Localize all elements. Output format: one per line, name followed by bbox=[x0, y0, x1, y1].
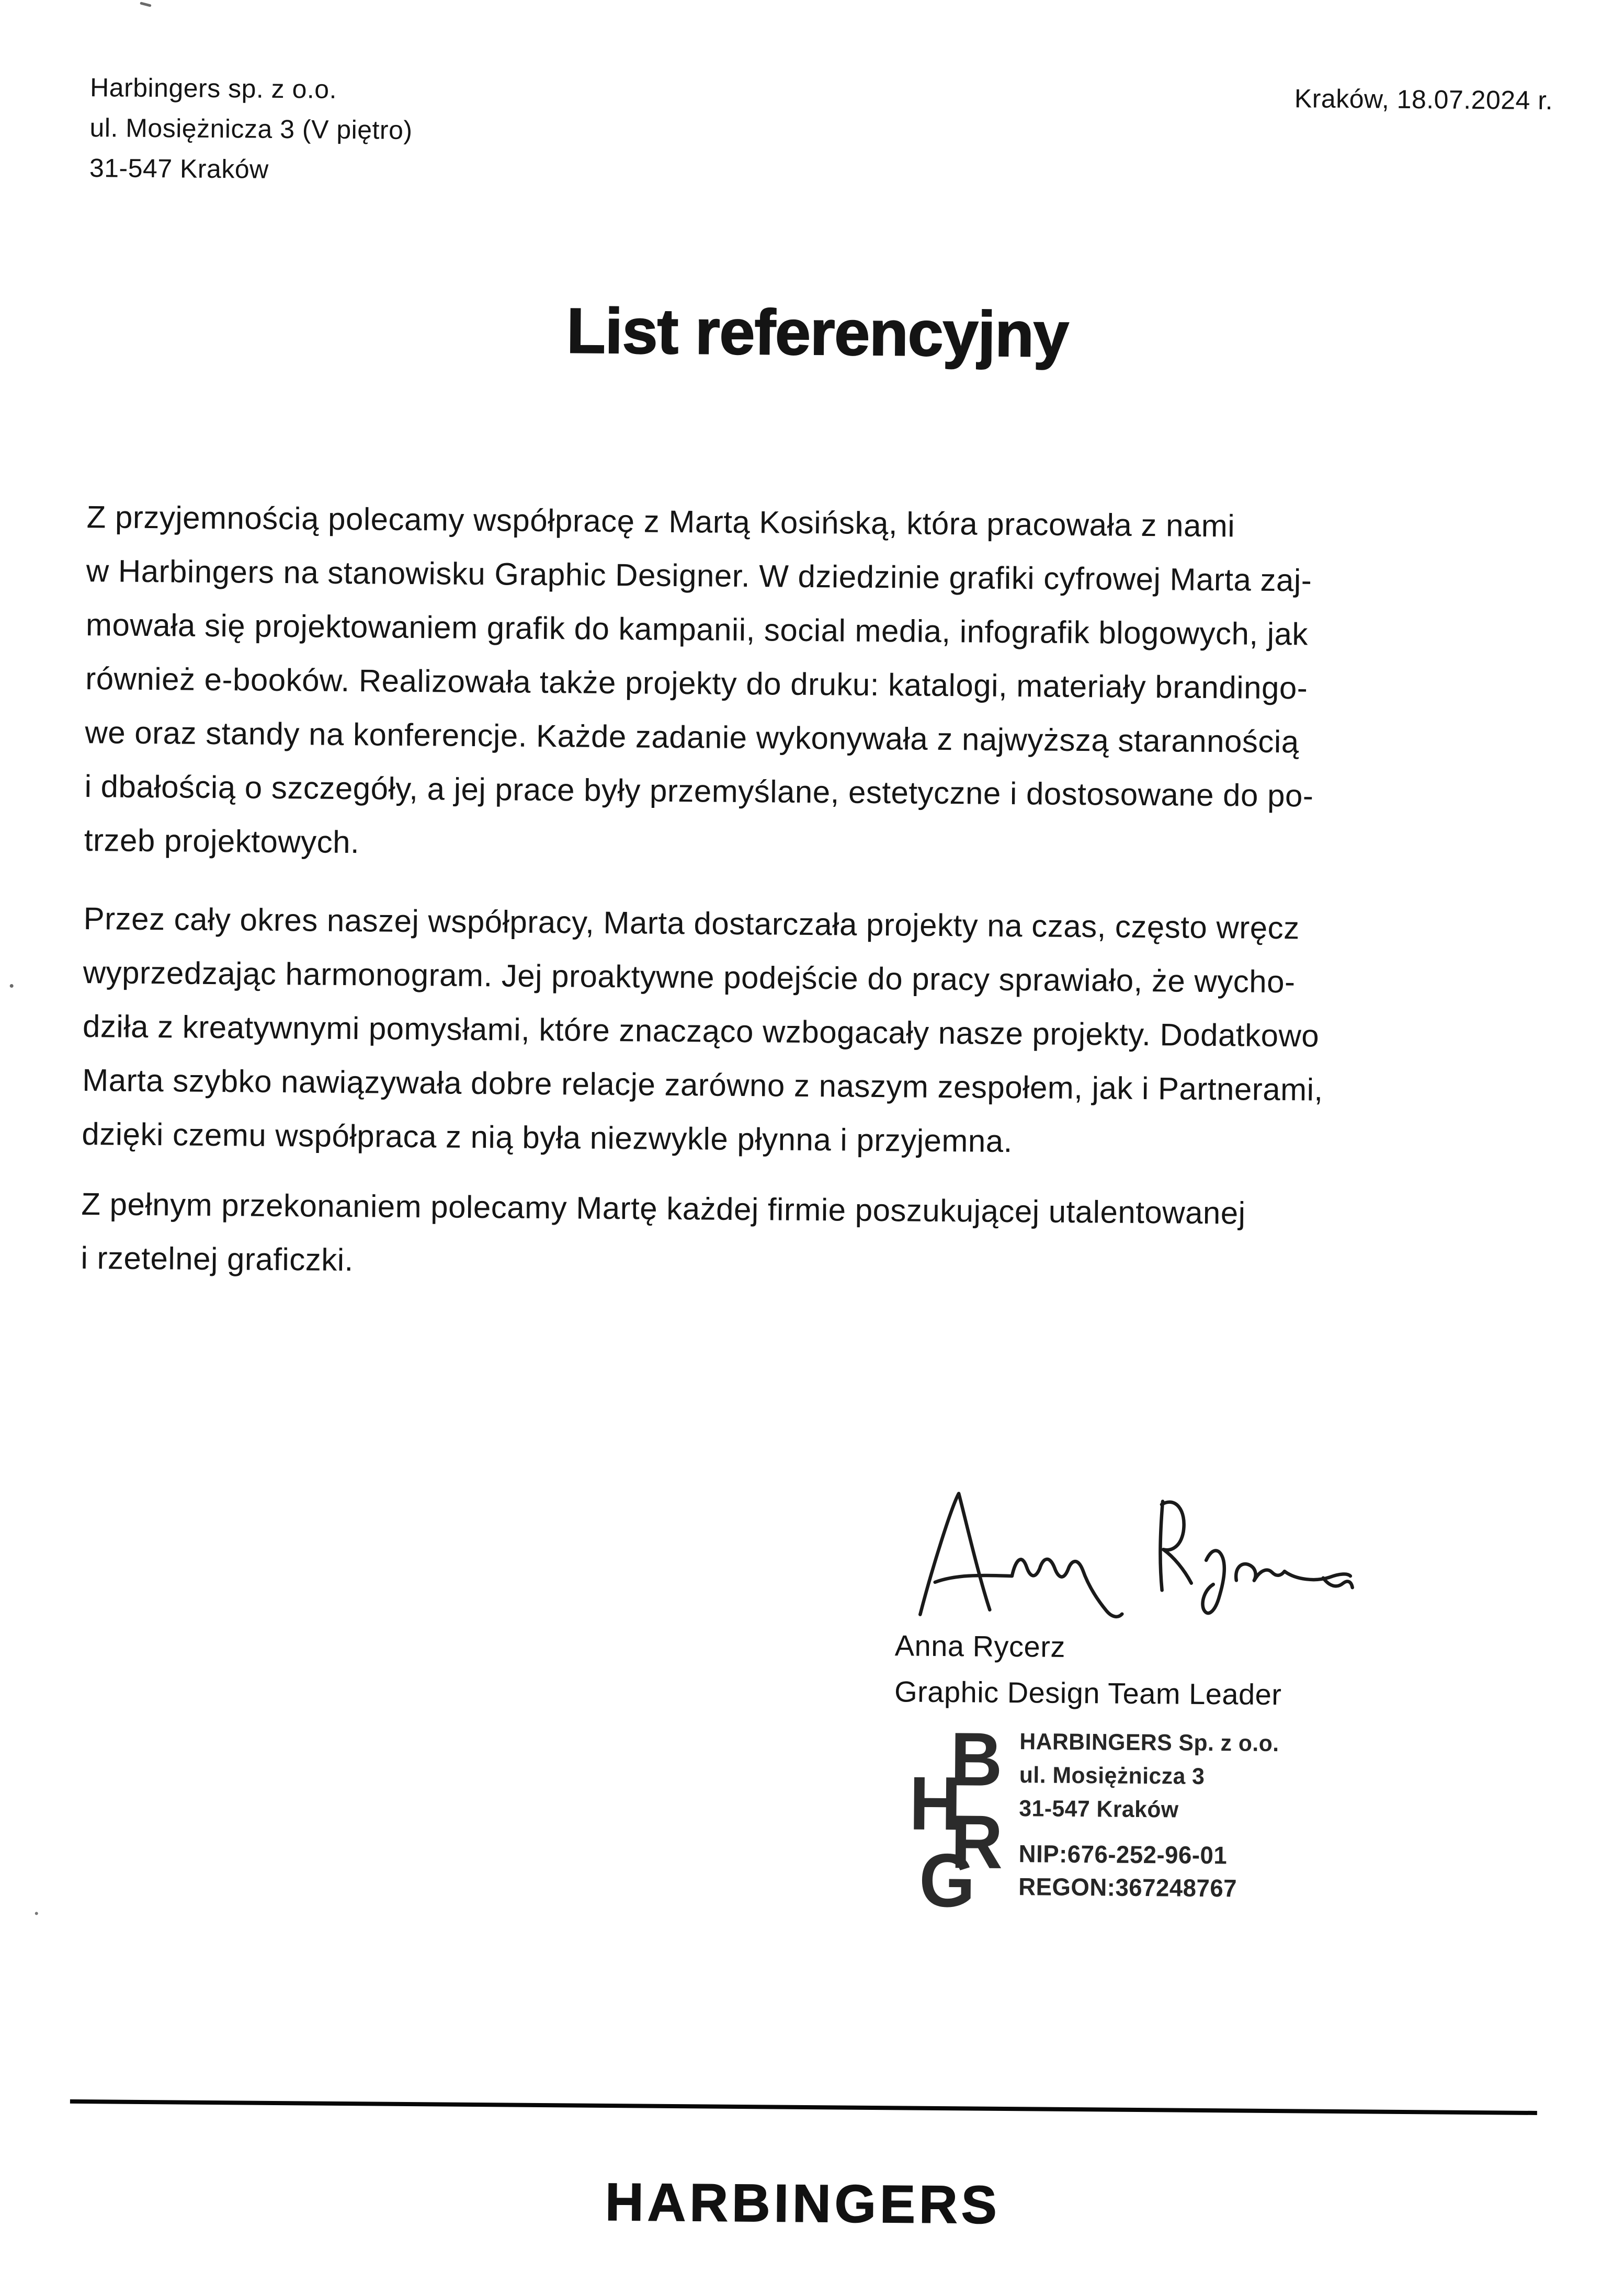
monogram-letter-b: B bbox=[950, 1717, 1003, 1802]
stamp-city: 31-547 Kraków bbox=[1019, 1796, 1179, 1823]
stamp-street: ul. Mosiężnicza 3 bbox=[1019, 1762, 1205, 1789]
place-and-date: Kraków, 18.07.2024 r. bbox=[1294, 84, 1553, 116]
sender-address-block bbox=[89, 67, 413, 191]
text-line: Marta szybko nawiązywała dobre relacje zarówno z naszym zespołem, jak i Partnerami, bbox=[82, 1063, 1323, 1107]
harbingers-wordmark-logo: HARBINGERS bbox=[605, 2172, 1001, 2235]
stamp-text-block bbox=[1018, 1725, 1386, 1905]
text-line: wyprzedzając harmonogram. Jej proaktywne podejście do pracy sprawiało, że wycho- bbox=[83, 955, 1296, 1000]
sender-street: ul. Mosiężnicza 3 (V piętro) bbox=[89, 113, 413, 145]
text-line: i dbałością o szczegóły, a jej prace były przemyślane, estetyczne i dostosowane do po- bbox=[84, 769, 1314, 814]
monogram-letter-r: R bbox=[950, 1799, 1003, 1884]
scan-artifact bbox=[35, 1912, 38, 1915]
text-line: w Harbingers na stanowisku Graphic Designer. W dziedzinie grafiki cyfrowej Marta zaj- bbox=[86, 553, 1312, 598]
stamp-regon: REGON:367248767 bbox=[1018, 1872, 1237, 1902]
text-line: Z pełnym przekonaniem polecamy Martę każdej firmie poszukującej utalentowanej bbox=[81, 1186, 1246, 1231]
monogram-letter-g: G bbox=[918, 1837, 976, 1923]
scan-artifact bbox=[10, 984, 14, 988]
text-line: mowała się projektowaniem grafik do kampanii, social media, infografik blogowych, jak bbox=[85, 607, 1309, 652]
text-line: Przez cały okres naszej współpracy, Marta dostarczała projekty na czas, często wręcz bbox=[83, 901, 1300, 946]
text-line: we oraz standy na konferencje. Każde zadanie wykonywała z najwyższą starannością bbox=[85, 715, 1299, 760]
text-line: dzięki czemu współpraca z nią była niezwykle płynna i przyjemna. bbox=[82, 1116, 1013, 1159]
paragraph-3 bbox=[81, 1177, 1598, 1297]
text-line: również e-booków. Realizowała także projekty do druku: katalogi, materiały brandingo- bbox=[85, 661, 1308, 706]
hbrg-monogram-logo bbox=[908, 1717, 1025, 1923]
letter-title: List referencyjny bbox=[566, 295, 1069, 370]
paragraph-1 bbox=[84, 490, 1604, 879]
monogram-letter-h: H bbox=[908, 1761, 962, 1846]
text-line: trzeb projektowych. bbox=[84, 823, 360, 860]
signer-block bbox=[894, 1623, 1282, 1718]
signer-name: Anna Rycerz bbox=[894, 1629, 1066, 1663]
handwritten-signature bbox=[904, 1479, 1355, 1624]
stamp-tax-ids bbox=[1018, 1837, 1385, 1905]
scan-artifact bbox=[140, 2, 152, 7]
paragraph-2 bbox=[82, 892, 1600, 1173]
stamp-company: HARBINGERS Sp. z o.o. bbox=[1019, 1729, 1279, 1757]
text-line: Z przyjemnością polecamy współpracę z Martą Kosińską, która pracowała z nami bbox=[86, 499, 1235, 544]
sender-company: Harbingers sp. z o.o. bbox=[89, 73, 337, 104]
signer-role: Graphic Design Team Leader bbox=[894, 1675, 1282, 1711]
sender-city: 31-547 Kraków bbox=[89, 153, 269, 184]
stamp-nip: NIP:676-252-96-01 bbox=[1018, 1840, 1228, 1869]
footer-divider-line bbox=[70, 2099, 1537, 2115]
text-line: dziła z kreatywnymi pomysłami, które znacząco wzbogacały nasze projekty. Dodatkowo bbox=[82, 1009, 1320, 1054]
text-line: i rzetelnej graficzki. bbox=[81, 1240, 354, 1278]
